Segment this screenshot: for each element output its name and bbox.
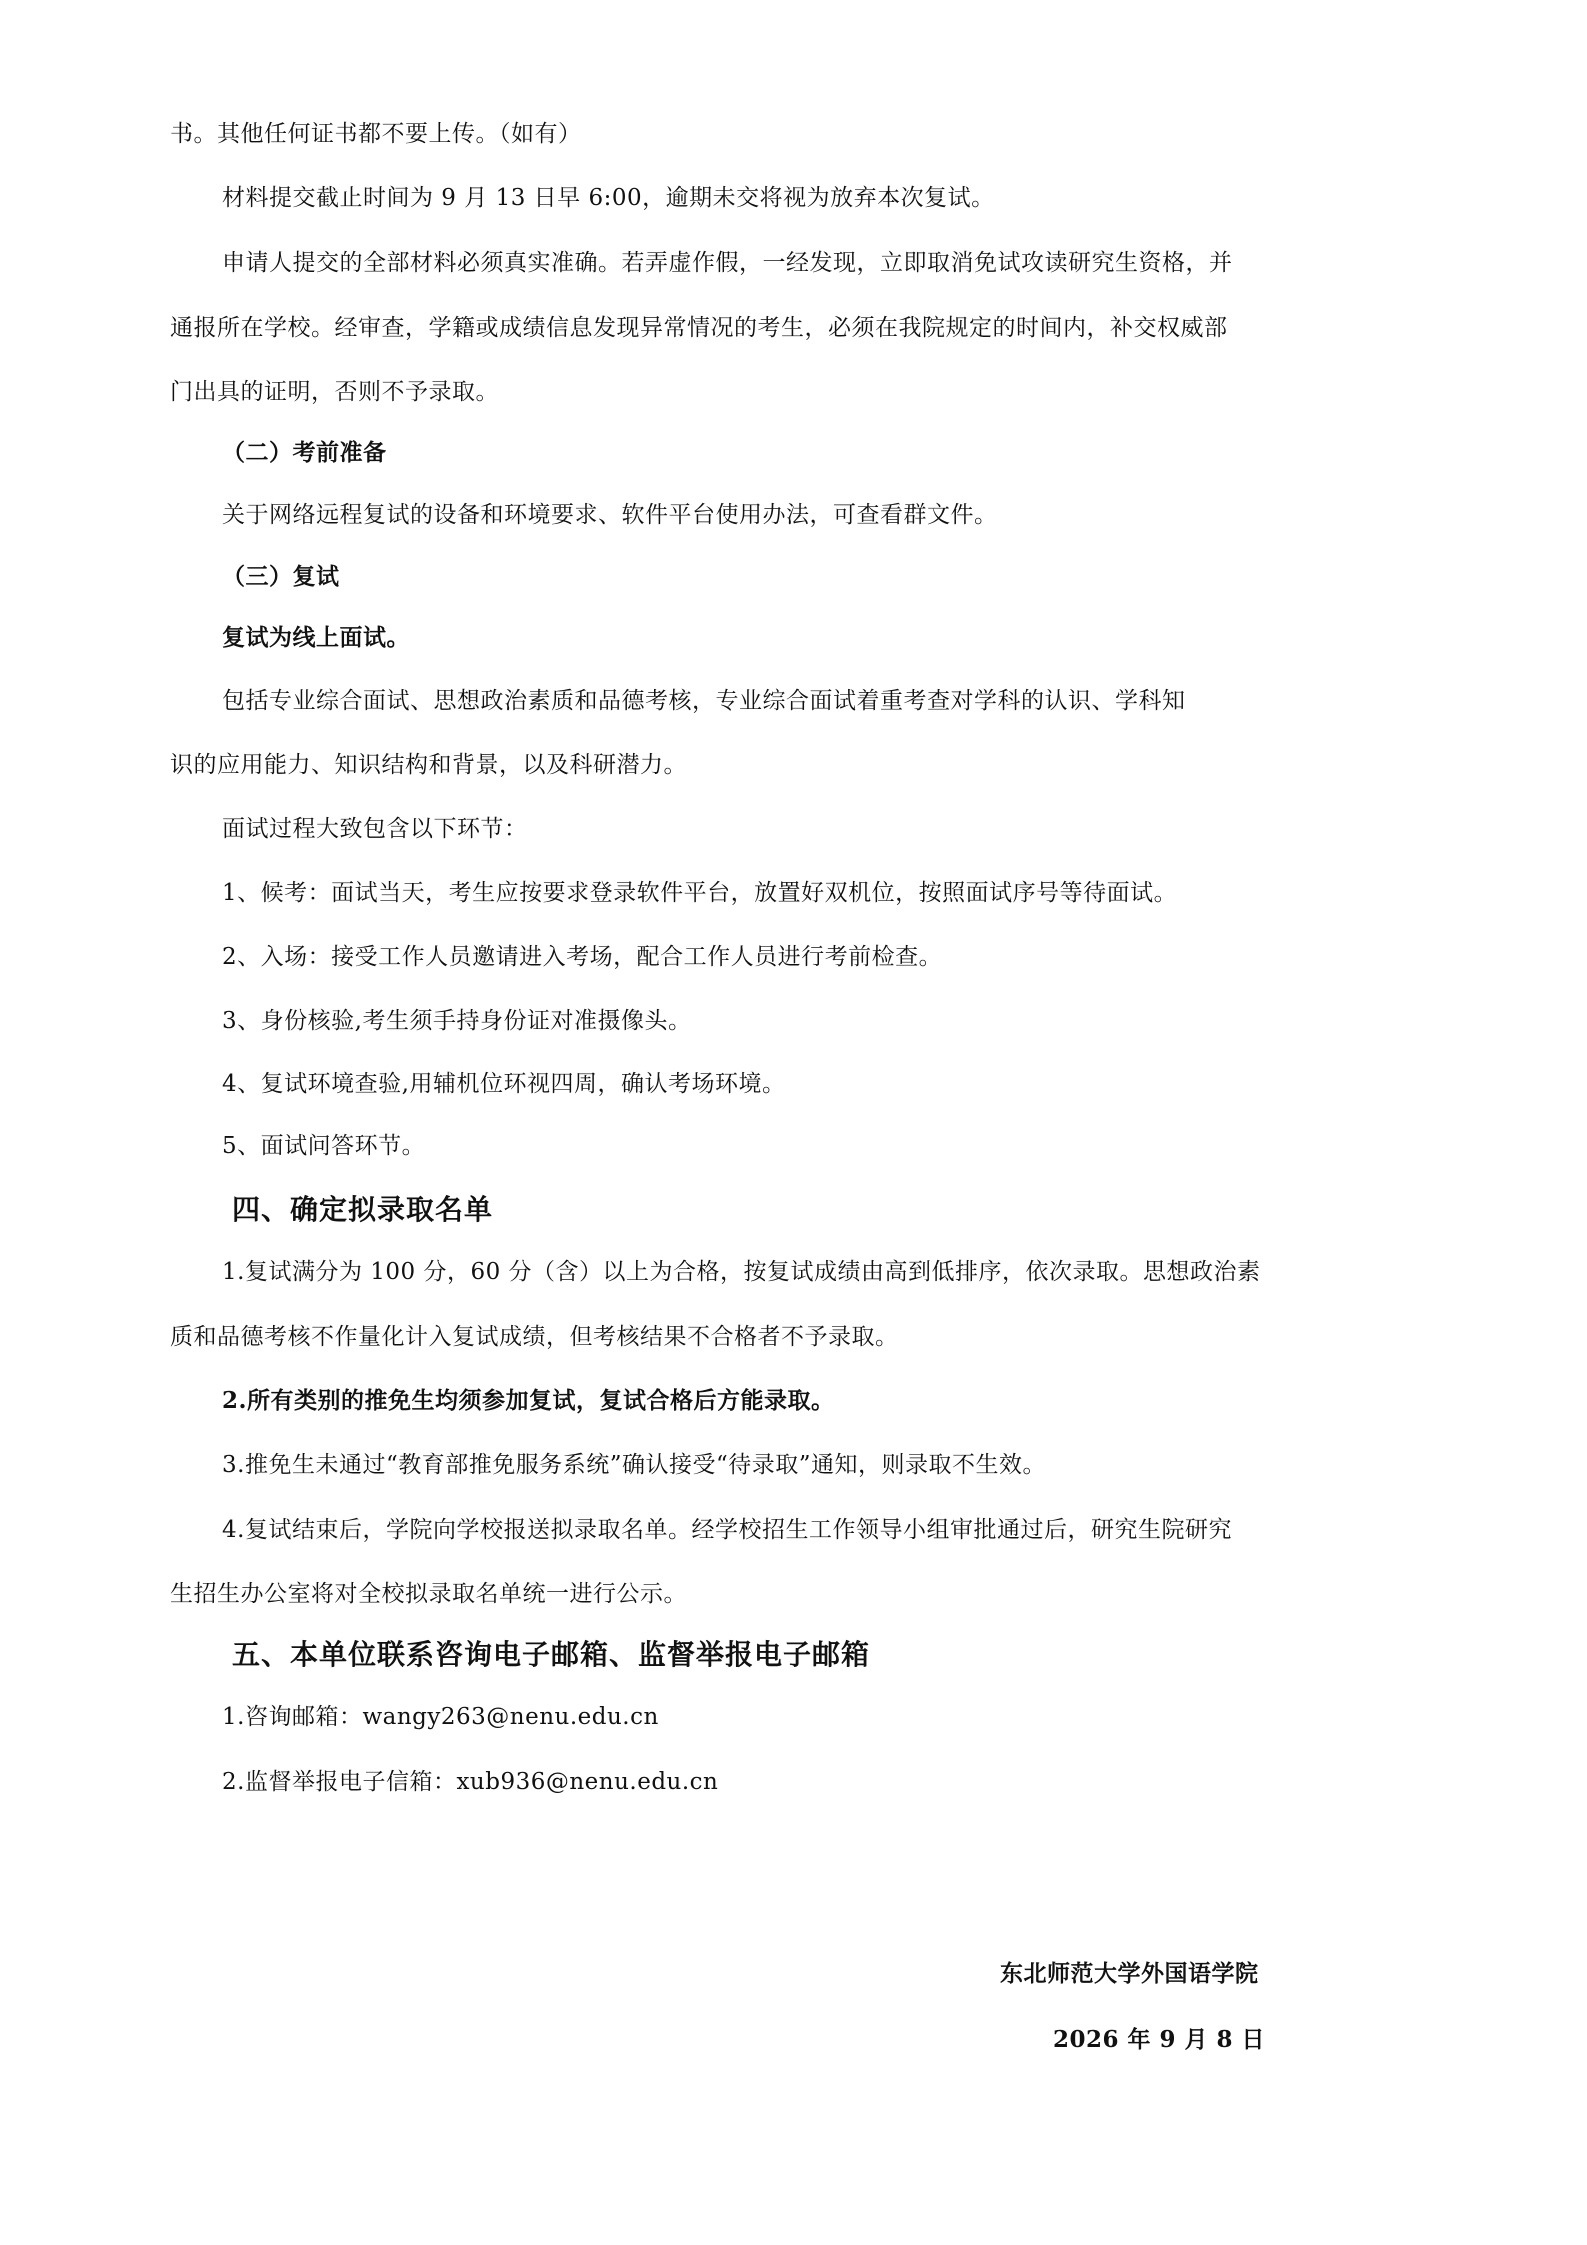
list-item: 3、身份核验,考生须手持身份证对准摄像头。 (222, 1008, 692, 1034)
paragraph-line: 关于网络远程复试的设备和环境要求、软件平台使用办法，可查看群文件。 (222, 502, 998, 528)
list-number: 2.所有类别的推免生均须参加复试，复试合格后方能录取。 (222, 1387, 835, 1414)
emphasis-line (222, 1385, 835, 1417)
list-item: 1、候考：面试当天，考生应按要求登录软件平台，放置好双机位，按照面试序号等待面试。 (222, 880, 1178, 906)
paragraph-line: 门出具的证明，否则不予录取。 (170, 379, 499, 405)
subsection-heading: （三）复试 (222, 563, 340, 590)
emphasis-line: 复试为线上面试。 (222, 624, 410, 651)
paragraph-line: 生招生办公室将对全校拟录取名单统一进行公示。 (170, 1581, 687, 1607)
paragraph-line: 面试过程大致包含以下环节： (222, 816, 528, 842)
contact-line: 1.咨询邮箱：wangy263@nenu.edu.cn (222, 1704, 659, 1730)
paragraph-line: 识的应用能力、知识结构和背景，以及科研潜力。 (170, 752, 687, 778)
paragraph-line: 3.推免生未通过“教育部推免服务系统”确认接受“待录取”通知，则录取不生效。 (222, 1452, 1046, 1478)
paragraph-line: 质和品德考核不作量化计入复试成绩，但考核结果不合格者不予录取。 (170, 1324, 899, 1350)
section-heading: 四、确定拟录取名单 (232, 1193, 494, 1226)
paragraph-line: 包括专业综合面试、思想政治素质和品德考核，专业综合面试着重考查对学科的认识、学科知 (222, 688, 1186, 714)
paragraph-line: 4.复试结束后，学院向学校报送拟录取名单。经学校招生工作领导小组审批通过后，研究生院研究 (222, 1517, 1232, 1543)
contact-line: 2.监督举报电子信箱：xub936@nenu.edu.cn (222, 1769, 719, 1795)
paragraph-line: 书。其他任何证书都不要上传。（如有） (170, 121, 582, 147)
signature-date: 2026 年 9 月 8 日 (1053, 2026, 1266, 2053)
subsection-heading: （二）考前准备 (222, 439, 387, 466)
list-item: 5、面试问答环节。 (222, 1133, 426, 1159)
section-heading: 五、本单位联系咨询电子邮箱、监督举报电子邮箱 (232, 1638, 871, 1671)
paragraph-line: 1.复试满分为 100 分，60 分（含）以上为合格，按复试成绩由高到低排序，依次录取。思想政治素 (222, 1259, 1261, 1285)
signature-organization: 东北师范大学外国语学院 (1000, 1960, 1259, 1987)
paragraph-line: 通报所在学校。经审查，学籍或成绩信息发现异常情况的考生，必须在我院规定的时间内，补交权威部 (170, 315, 1228, 341)
paragraph-line: 材料提交截止时间为 9 月 13 日早 6:00，逾期未交将视为放弃本次复试。 (222, 185, 995, 211)
list-item: 4、复试环境查验,用辅机位环视四周，确认考场环境。 (222, 1071, 786, 1097)
list-item: 2、入场：接受工作人员邀请进入考场，配合工作人员进行考前检查。 (222, 944, 943, 970)
paragraph-line: 申请人提交的全部材料必须真实准确。若弄虚作假，一经发现，立即取消免试攻读研究生资格，并 (222, 250, 1233, 276)
